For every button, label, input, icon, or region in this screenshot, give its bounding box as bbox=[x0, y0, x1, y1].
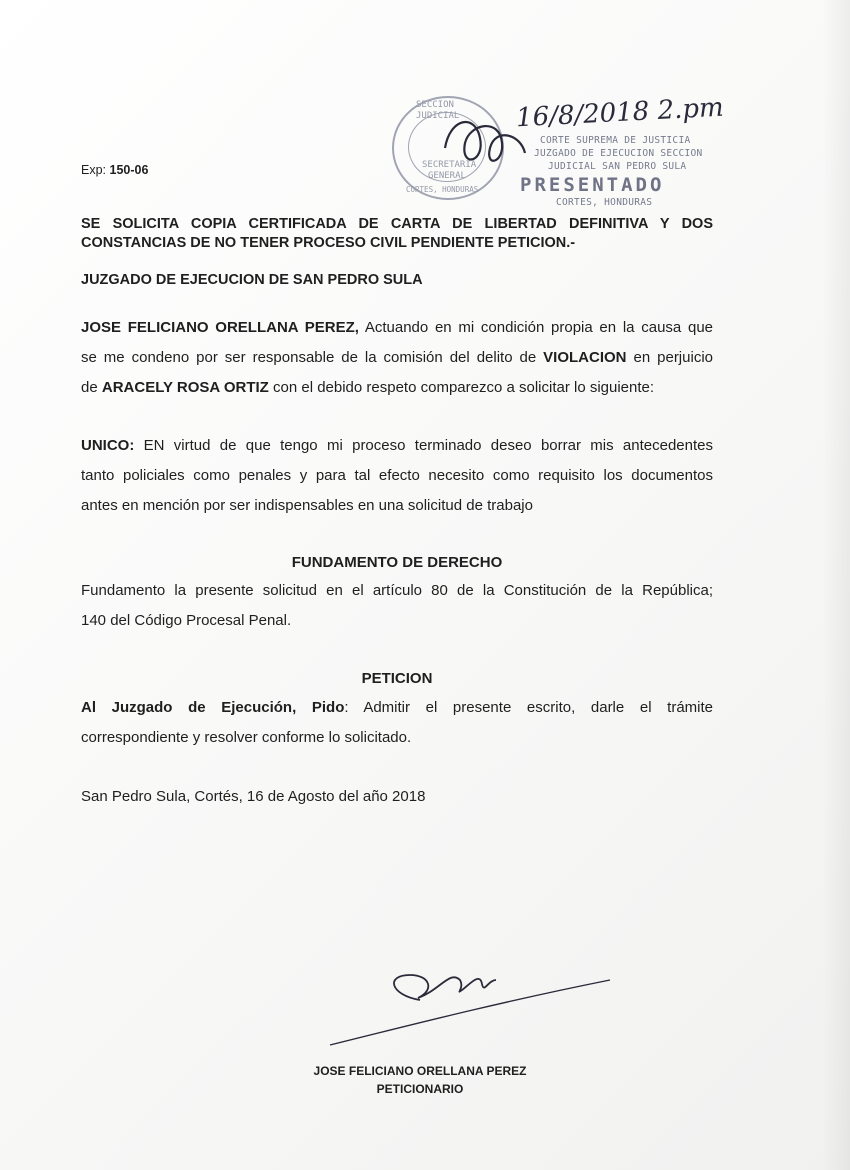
unico-line-1-text: EN virtud de que tengo mi proceso terminado deseo borrar mis antecedentes bbox=[134, 437, 713, 454]
victim-name: ARACELY ROSA ORTIZ bbox=[101, 379, 269, 396]
intro-line-2 bbox=[81, 343, 713, 373]
fundamento-heading: FUNDAMENTO DE DERECHO bbox=[291, 554, 503, 571]
page-edge-shadow bbox=[822, 0, 850, 1170]
exp-value: 150-06 bbox=[109, 163, 149, 177]
handwritten-signature bbox=[310, 960, 620, 1060]
intro-line-1 bbox=[81, 313, 713, 343]
rect-stamp-line-1: CORTE SUPREMA DE JUSTICIA bbox=[540, 135, 691, 146]
handwritten-received-date: 16/8/2018 2.pm bbox=[515, 92, 725, 134]
fundamento-line-2: 140 del Código Procesal Penal. bbox=[81, 612, 292, 629]
intro-line-3 bbox=[81, 373, 654, 403]
intro-line-3-post: con el debido respeto comparezco a solicitar lo siguiente: bbox=[268, 379, 655, 396]
unico-line-2: tanto policiales como penales y para tal efecto necesito como requisito los documentos bbox=[81, 467, 713, 484]
expedient-number bbox=[81, 160, 148, 180]
rect-stamp-presentado: PRESENTADO bbox=[520, 174, 665, 196]
place-and-date: San Pedro Sula, Cortés, 16 de Agosto del año 2018 bbox=[81, 788, 426, 805]
round-stamp-mid-text-1: SECRETARIA bbox=[422, 160, 477, 170]
round-stamp-top-text: SECCION JUDICIAL bbox=[416, 100, 460, 121]
round-stamp-mid-text-2: GENERAL bbox=[428, 171, 466, 181]
intro-line-2-post: en perjuicio bbox=[626, 349, 713, 366]
unico-line-3: antes en mención por ser indispensables en una solicitud de trabajo bbox=[81, 497, 533, 514]
intro-line-2-pre: se me condeno por ser responsable de la comisión del delito de bbox=[81, 349, 544, 366]
rect-stamp-line-4: CORTES, HONDURAS bbox=[556, 197, 653, 208]
rect-stamp-line-2: JUZGADO DE EJECUCION SECCION bbox=[534, 148, 703, 159]
crime-name: VIOLACION bbox=[543, 349, 627, 366]
peticion-heading: PETICION bbox=[361, 670, 433, 687]
petitioner-name: JOSE FELICIANO ORELLANA PEREZ, bbox=[81, 319, 359, 336]
court-heading: JUZGADO DE EJECUCION DE SAN PEDRO SULA bbox=[81, 272, 423, 288]
document-title-line-1: SE SOLICITA COPIA CERTIFICADA DE CARTA DE LIBERTAD DEFINITIVA Y DOS bbox=[81, 216, 713, 232]
document-title-line-2: CONSTANCIAS DE NO TENER PROCESO CIVIL PENDIENTE PETICION.- bbox=[81, 235, 576, 251]
signatory-role: PETICIONARIO bbox=[376, 1082, 464, 1096]
intro-line-1-text: Actuando en mi condición propia en la causa que bbox=[358, 319, 713, 336]
signatory-name: JOSE FELICIANO ORELLANA PEREZ bbox=[313, 1064, 527, 1078]
unico-label: UNICO: bbox=[81, 437, 135, 454]
round-stamp-bottom-text: CORTES, HONDURAS bbox=[406, 185, 479, 194]
peticion-line-2: correspondiente y resolver conforme lo solicitado. bbox=[81, 729, 412, 746]
peticion-line-1-text: : Admitir el presente escrito, darle el trámite bbox=[344, 699, 714, 716]
rect-stamp-line-3: JUDICIAL SAN PEDRO SULA bbox=[548, 161, 687, 172]
intro-line-3-pre: de bbox=[81, 379, 102, 396]
fundamento-line-1: Fundamento la presente solicitud en el artículo 80 de la Constitución de la República; bbox=[81, 582, 713, 599]
exp-label: Exp: bbox=[81, 163, 107, 177]
peticion-addressee: Al Juzgado de Ejecución, Pido bbox=[81, 699, 345, 716]
peticion-line-1 bbox=[81, 693, 713, 723]
unico-line-1 bbox=[81, 431, 713, 461]
